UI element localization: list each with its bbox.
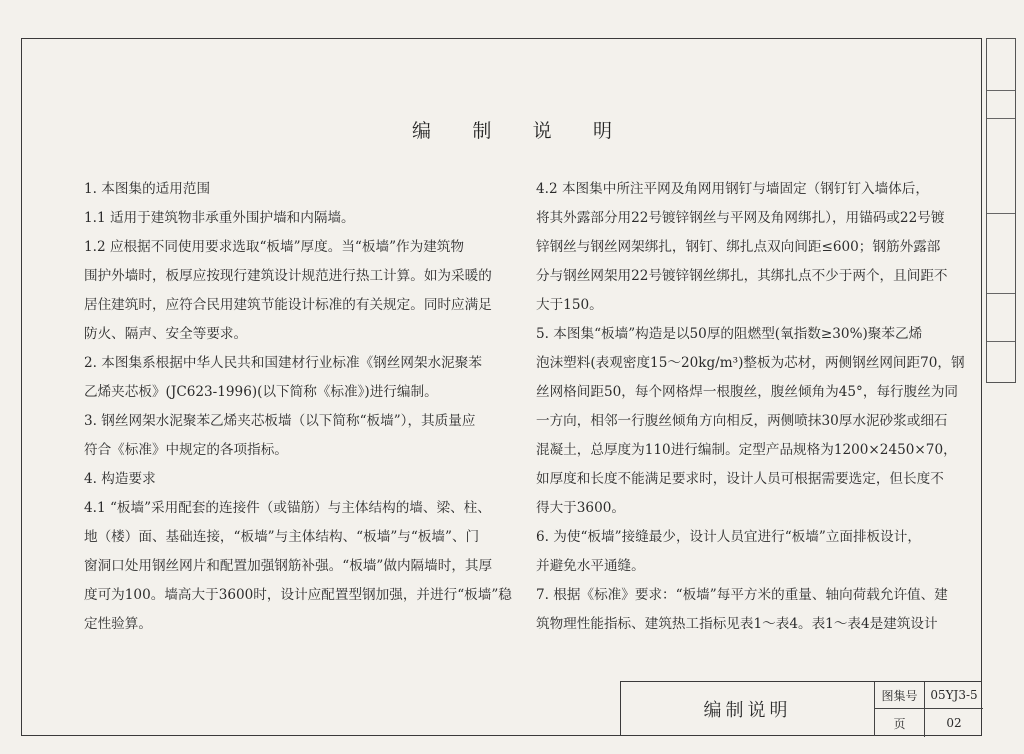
text-line: 大于150。 <box>536 297 603 313</box>
title-block-name: 编制说明 <box>621 682 875 736</box>
text-line: 筑物理性能指标、建筑热工指标见表1～表4。表1～表4是建筑设计 <box>536 616 938 632</box>
text-line: 度可为100。墙高大于3600时，设计应配置型钢加强，并进行“板墙”稳 <box>84 587 512 603</box>
text-line: 1.2 应根据不同使用要求选取“板墙”厚度。当“板墙”作为建筑物 <box>84 239 464 255</box>
text-line: 3. 钢丝网架水泥聚苯乙烯夹芯板墙（以下简称“板墙”），其质量应 <box>84 413 476 429</box>
atlas-number-value: 05YJ3-5 <box>925 682 983 709</box>
text-line: 7. 根据《标准》要求：“板墙”每平方米的重量、轴向荷载允许值、建 <box>536 587 948 603</box>
sidebar-cell-6 <box>987 342 1015 384</box>
text-line: 围护外墙时，板厚应按现行建筑设计规范进行热工计算。如为采暖的 <box>84 268 492 284</box>
text-line: 将其外露部分用22号镀锌钢丝与平网及角网绑扎），用锚码或22号镀 <box>536 210 945 226</box>
text-line: 乙烯夹芯板》(JC623-1996)(以下简称《标准》)进行编制。 <box>84 384 438 400</box>
text-line: 分与钢丝网架用22号镀锌钢丝绑扎，其绑扎点不少于两个，且间距不 <box>536 268 948 284</box>
text-line: 一方向，相邻一行腹丝倾角方向相反，两侧喷抹30厚水泥砂浆或细石 <box>536 413 948 429</box>
text-line: 1.1 适用于建筑物非承重外围护墙和内隔墙。 <box>84 210 355 226</box>
title-block <box>620 681 982 736</box>
title-char: 明 <box>592 120 612 142</box>
sidebar-signature-2 <box>987 214 1015 294</box>
approval-sidebar <box>986 38 1016 383</box>
page-title <box>412 116 612 143</box>
right-text-column <box>536 175 965 639</box>
text-line: 泡沫塑料(表观密度15～20kg/m³)整板为芯材，两侧钢丝网间距70，钢 <box>536 355 965 371</box>
text-line: 符合《标准》中规定的各项指标。 <box>84 442 288 458</box>
title-char: 编 <box>412 120 432 142</box>
sidebar-cell-2 <box>987 91 1015 119</box>
text-line: 得大于3600。 <box>536 500 625 516</box>
text-line: 1. 本图集的适用范围 <box>84 181 211 197</box>
title-char: 说 <box>532 120 552 142</box>
text-line: 并避免水平通缝。 <box>536 558 645 574</box>
left-text-column <box>84 175 512 639</box>
text-line: 丝网格间距50，每个网格焊一根腹丝，腹丝倾角为45°，每行腹丝为同 <box>536 384 959 400</box>
text-line: 窗洞口处用钢丝网片和配置加强钢筋补强。“板墙”做内隔墙时，其厚 <box>84 558 493 574</box>
text-line: 地（楼）面、基础连接，“板墙”与主体结构、“板墙”与“板墙”、门 <box>84 529 480 545</box>
text-line: 防火、隔声、安全等要求。 <box>84 326 248 342</box>
text-line: 混凝土，总厚度为110进行编制。定型产品规格为1200×2450×70， <box>536 442 957 458</box>
page-number: 02 <box>946 716 962 730</box>
sidebar-cell-3 <box>987 119 1015 214</box>
text-line: 居住建筑时，应符合民用建筑节能设计标准的有关规定。同时应满足 <box>84 297 492 313</box>
text-line: 如厚度和长度不能满足要求时，设计人员可根据需要选定，但长度不 <box>536 471 944 487</box>
title-char: 制 <box>472 120 492 142</box>
text-line: 2. 本图集系根据中华人民共和国建材行业标准《钢丝网架水泥聚苯 <box>84 355 482 371</box>
sidebar-cell-5 <box>987 294 1015 342</box>
atlas-number-label: 图集号 <box>875 682 925 709</box>
text-line: 6. 为使“板墙”接缝最少，设计人员宜进行“板墙”立面排板设计， <box>536 529 921 545</box>
text-line: 4. 构造要求 <box>84 471 156 487</box>
sidebar-signature-1 <box>987 39 1015 91</box>
text-line: 5. 本图集“板墙”构造是以50厚的阻燃型(氧指数≥30%)聚苯乙烯 <box>536 326 923 342</box>
text-line: 定性验算。 <box>84 616 152 632</box>
page-label: 页 <box>875 709 925 737</box>
text-line: 锌钢丝与钢丝网架绑扎，钢钉、绑扎点双向间距≤600；钢筋外露部 <box>536 239 941 255</box>
text-line: 4.2 本图集中所注平网及角网用钢钉与墙固定（钢钉钉入墙体后， <box>536 181 929 197</box>
text-line: 4.1 “板墙”采用配套的连接件（或锚筋）与主体结构的墙、梁、柱、 <box>84 500 491 516</box>
